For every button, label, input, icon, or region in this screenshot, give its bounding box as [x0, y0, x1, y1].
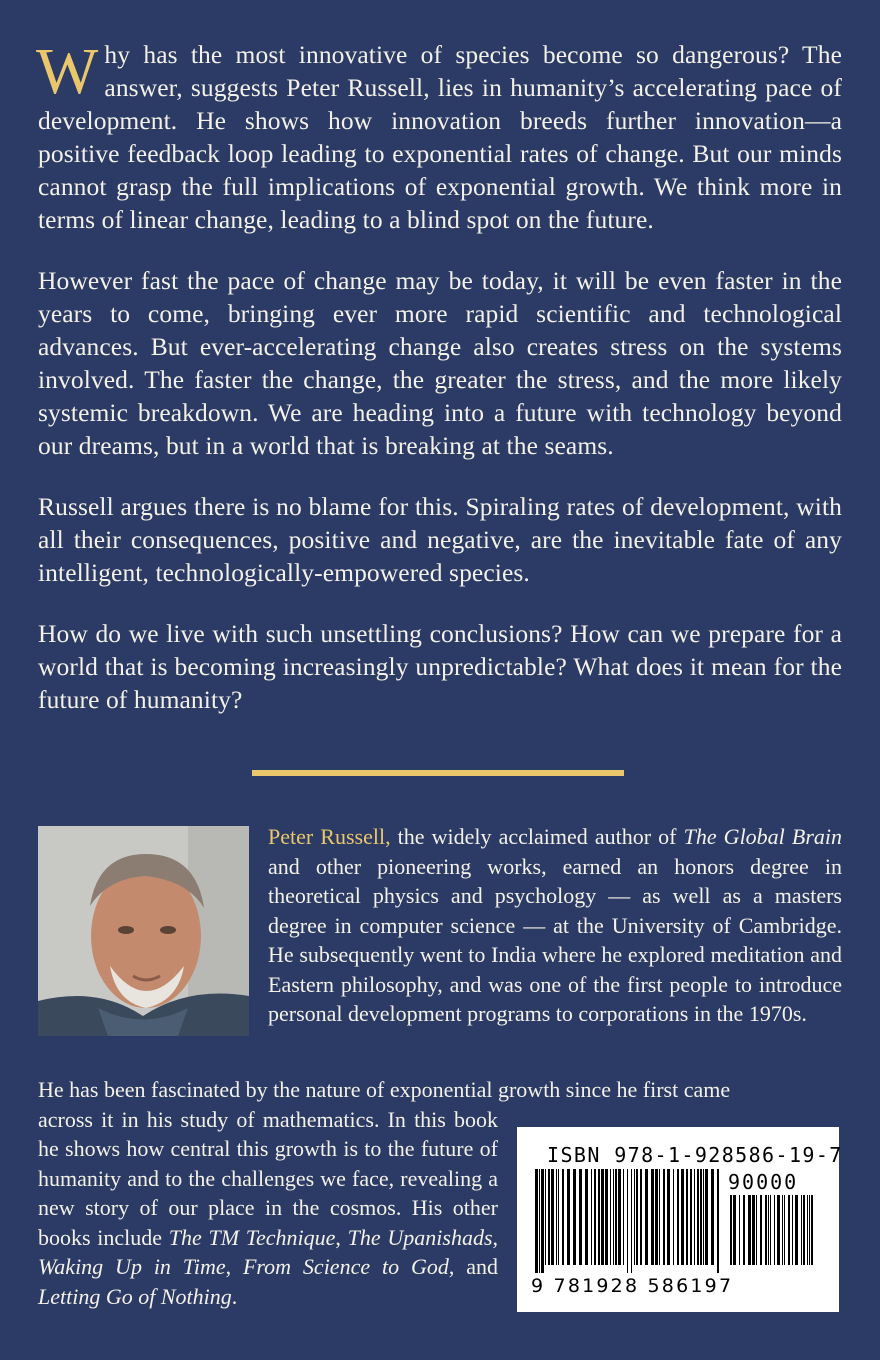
barcode-bar [591, 1169, 592, 1265]
barcode-bar [541, 1169, 544, 1273]
barcode-bar [673, 1169, 674, 1265]
description-paragraph-4: How do we live with such unsettling conclusions? How can we prepare for a world that is becoming increasingly unpredictable? What does it mean for the future of humanity? [38, 619, 842, 714]
barcode-bar [615, 1169, 617, 1265]
barcode-bar [562, 1169, 564, 1265]
barcode-bar [567, 1169, 570, 1265]
description-paragraph-3: Russell argues there is no blame for this. Spiraling rates of development, with all their consequences, positive and negative, are the inevitable fate of any intelligent, technologically-empowered species. [38, 492, 842, 587]
barcode-bar [618, 1169, 621, 1265]
barcode-bar [694, 1169, 695, 1265]
barcode-bar [573, 1169, 576, 1265]
barcode-bar [752, 1195, 755, 1265]
barcode-bar [697, 1169, 699, 1265]
barcode-bar [627, 1169, 628, 1273]
book-title: Waking Up in Time [38, 1254, 226, 1279]
barcode-bar [788, 1195, 790, 1265]
barcode-bar [770, 1195, 771, 1265]
addon-barcode-bars [730, 1195, 820, 1273]
barcode-bar [634, 1169, 635, 1265]
barcode-bar [801, 1195, 802, 1265]
barcode-bar [605, 1169, 608, 1265]
barcode-bar [711, 1169, 714, 1265]
barcode-bar [545, 1169, 546, 1265]
description-paragraph-2: However fast the pace of change may be today, it will be even faster in the years to come, bringing ever more rapid scientific and technological advances. But ever-accelerating change also creates stress on the systems involved. The faster the change, the greater the stress, and the more likely systemic breakdown. We are heading into a future with technology beyond our dreams, but in a world that is breaking at the seams. [38, 266, 842, 460]
barcode-bar [651, 1169, 654, 1265]
barcode-bar [784, 1195, 785, 1265]
book-description [36, 35, 842, 744]
barcode-bar [807, 1195, 808, 1265]
description-paragraph-1: Why has the most innovative of species become so dangerous? The answer, suggests Peter Russell, lies in humanity’s accelerating pace of development. He shows how innovation breeds further innovation—a positive feedback loop leading to exponential rates of change. But our minds cannot grasp the full implications of exponential growth. We think more in terms of linear change, leading to a blind spot on the future. [36, 35, 842, 234]
barcode-bar [686, 1169, 688, 1265]
author-photo [38, 826, 249, 1036]
drop-cap: W [36, 35, 99, 108]
ean-digits: 9 781928 586197 [531, 1275, 734, 1297]
barcode-bar [558, 1169, 559, 1265]
barcode-bar [645, 1169, 648, 1265]
barcode-bar [539, 1169, 540, 1273]
barcode-bar [677, 1169, 679, 1265]
isbn-barcode [517, 1127, 843, 1312]
barcode-bar [551, 1169, 554, 1265]
bio-first-line: He has been fascinated by the nature of exponential growth since he first came [38, 1077, 731, 1102]
barcode-bar [792, 1195, 793, 1265]
barcode-bar [705, 1169, 708, 1265]
barcode-bar [598, 1169, 600, 1265]
author-bio: Peter Russell, the widely acclaimed author of The Global Brain and other pioneering works, earned an honors degree in theoretical physics and psychology — as well as a masters degree in computer science — at the University of Cambridge. He subsequently went to India where he explored meditation and Eastern philosophy, and was one of the first people to introduce personal development programs to corporations in the 1970s. [268, 824, 842, 1026]
barcode-bar [765, 1195, 767, 1265]
barcode-bar [777, 1195, 780, 1265]
barcode-bar [659, 1169, 660, 1265]
barcode-bar [733, 1195, 736, 1265]
ean-barcode-bars [535, 1169, 721, 1273]
barcode-bar [703, 1169, 704, 1265]
book-title: The Global Brain [683, 824, 842, 849]
barcode-bar [748, 1195, 751, 1265]
barcode-bar [636, 1169, 638, 1265]
barcode-bar [760, 1195, 762, 1265]
barcode-bar [613, 1169, 614, 1265]
barcode-bar [681, 1169, 684, 1265]
book-title: The TM Technique [168, 1224, 336, 1250]
barcode-bar [809, 1195, 810, 1265]
barcode-bar [717, 1169, 719, 1273]
barcode-bar [756, 1195, 757, 1265]
barcode-bar [640, 1169, 642, 1265]
book-title: From Science to God [242, 1254, 449, 1279]
barcode-bar [655, 1169, 658, 1265]
barcode-bar [768, 1195, 769, 1265]
barcode-bar [535, 1169, 538, 1273]
price-addon-code: 90000 [728, 1170, 799, 1194]
gold-divider [252, 770, 624, 776]
barcode-bar [601, 1169, 604, 1265]
bio-wrapped-text: across it in his study of mathematics. In this book he shows how central this growth is to the future of humanity and to the challenges we face, revealing a new story of our place in the cosmos. His other books include The TM Technique, The Upanishads, Waking Up in Time, From Science to God, and Letting Go of Nothing. [38, 1106, 499, 1309]
barcode-bar [585, 1169, 588, 1265]
barcode-bar [774, 1195, 775, 1265]
barcode-bar [548, 1169, 550, 1265]
barcode-bar [631, 1169, 632, 1273]
barcode-bar [556, 1169, 557, 1265]
barcode-bar [811, 1195, 813, 1265]
barcode-bar [594, 1169, 596, 1265]
barcode-bar [795, 1195, 798, 1265]
barcode-bar [730, 1195, 732, 1265]
barcode-bar [700, 1169, 702, 1265]
barcode-bar [623, 1169, 624, 1265]
isbn-label: ISBN 978-1-928586-19-7 [547, 1143, 843, 1167]
barcode-bar [743, 1195, 745, 1265]
author-name: Peter Russell, [268, 824, 391, 849]
barcode-bar [803, 1195, 805, 1265]
barcode-bar [667, 1169, 670, 1265]
barcode-bar [579, 1169, 582, 1265]
book-title: The Upanishads [347, 1224, 493, 1250]
barcode-bar [739, 1195, 740, 1265]
barcode-bar [610, 1169, 611, 1265]
barcode-bar [782, 1195, 783, 1265]
book-title: Letting Go of Nothing [38, 1283, 232, 1309]
barcode-bar [690, 1169, 692, 1265]
barcode-bar [663, 1169, 665, 1265]
